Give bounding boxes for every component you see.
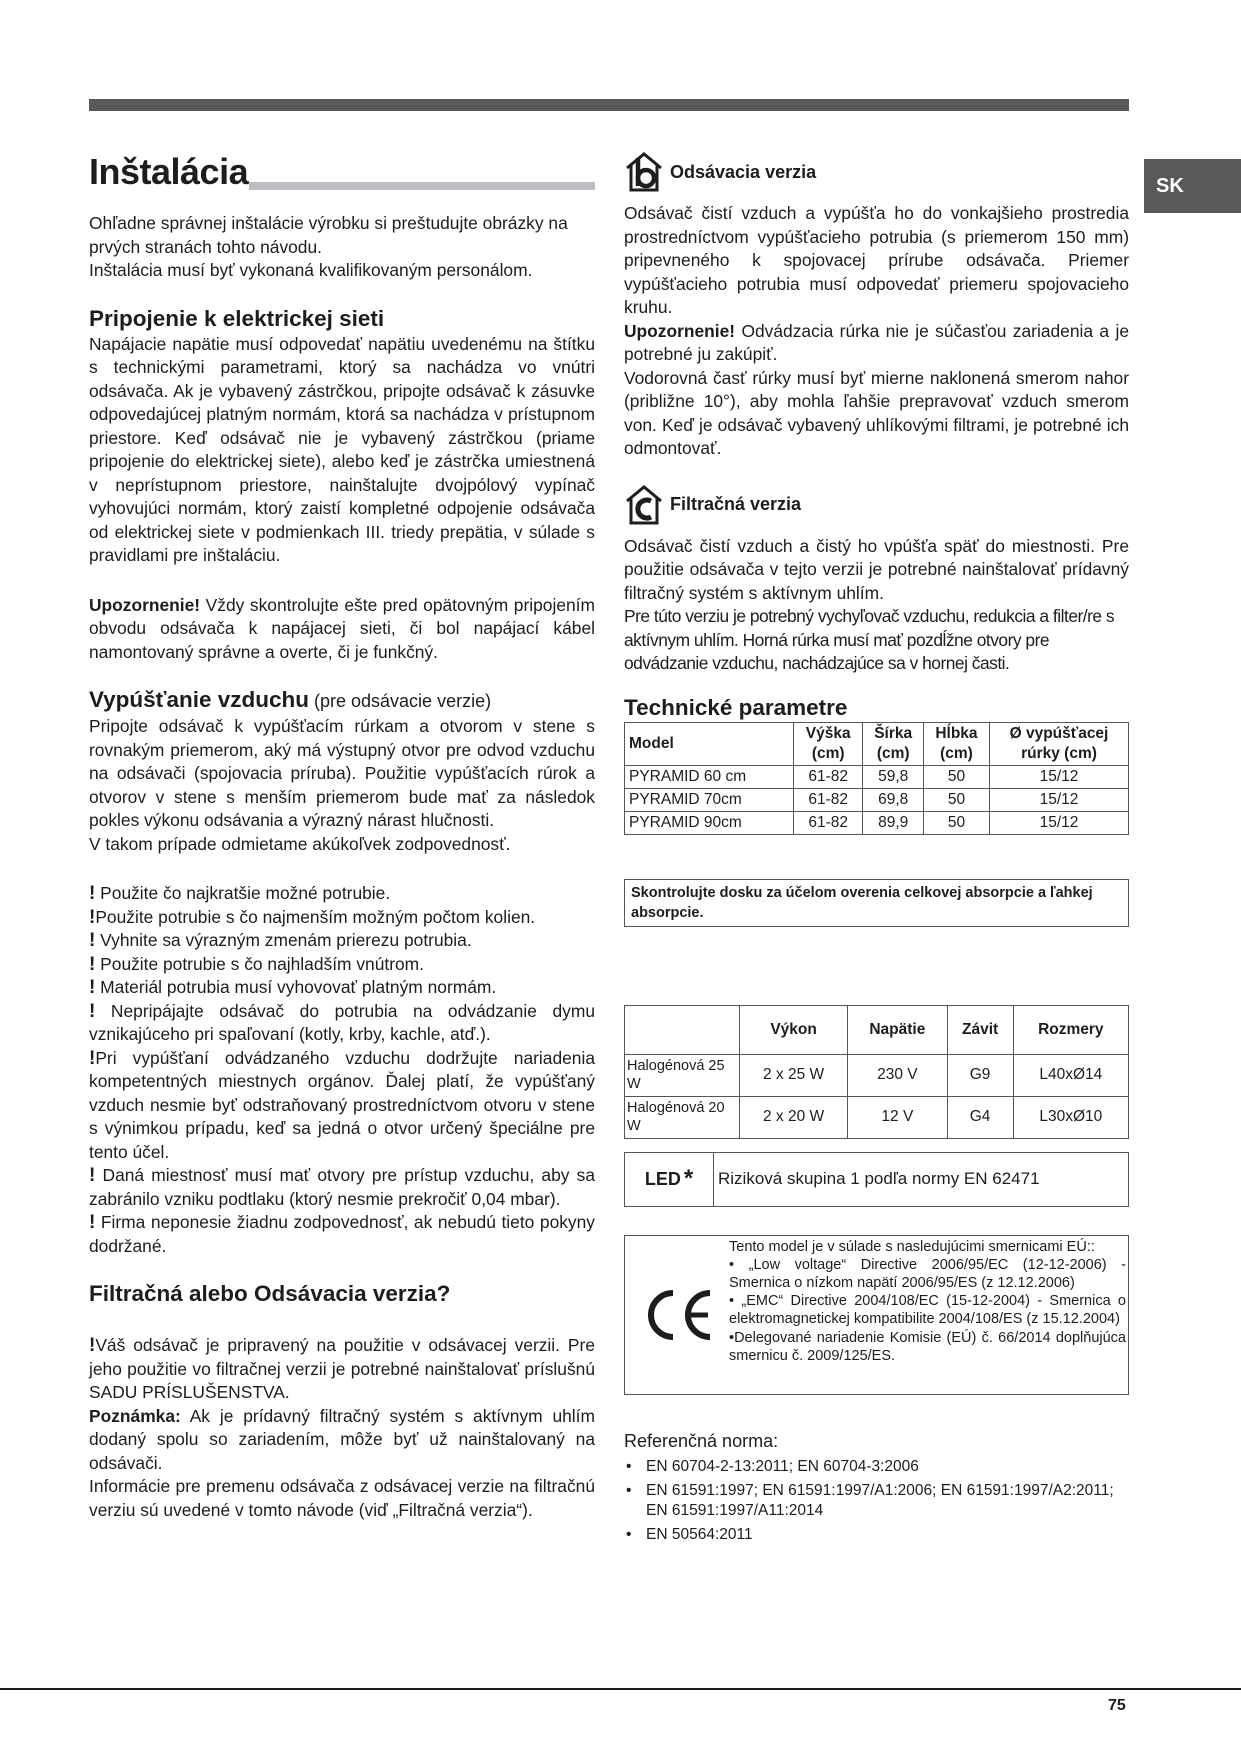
reference-list	[624, 1457, 1129, 1545]
ce-line: • „EMC“ Directive 2004/108/EC (15-12-2004) - Smernica o elektromagnetickej kompatibilite 2004/108/ES (z 15.12.2004)	[729, 1293, 1126, 1328]
bullet-text: Použite potrubie s čo najhladším vnútrom.	[100, 953, 424, 974]
page-number: 75	[1108, 1697, 1126, 1714]
page-title	[89, 150, 595, 196]
led-star: *	[683, 1165, 694, 1192]
exhaust-disclaimer: V takom prípade odmietame akúkoľvek zodpovednosť.	[89, 833, 511, 854]
header-line: Výška	[805, 724, 851, 742]
table-cell: PYRAMID 90cm	[625, 811, 794, 834]
header-line: Model	[629, 734, 674, 752]
tech-header-diameter	[989, 722, 1128, 765]
led-label: LED	[644, 1168, 681, 1189]
table-cell: 15/12	[989, 765, 1128, 788]
bullet-text: Nepripájajte odsávač do potrubia na odvádzanie dymu vznikajúceho pri spaľovaní (kotly, krby, kachle, atď.).	[89, 1000, 595, 1044]
language-tab: SK	[1144, 159, 1241, 213]
filter-version-header	[624, 483, 1129, 527]
bullet-5	[89, 976, 595, 1000]
bullet-7	[89, 1047, 595, 1165]
lamp-table	[624, 1005, 1129, 1139]
filter-house-icon	[624, 483, 664, 527]
ce-line: •Delegované nariadenie Komisie (EÚ) č. 66/2014 doplňujúca smernicu č. 2009/125/ES.	[729, 1329, 1126, 1364]
exhaust-paragraph: Pripojte odsávač k vypúšťacím rúrkam a otvorom v stene s rovnakým priemerom, aký má výstupný otvor pre odvod vzduchu na odsávači (spojovacia príruba). Použitie vypúšťacích rúrok a otvorov v stene s menším priemerom bude mať za následok pokles výkonu odsávania a výrazný nárast hlučnosti.	[89, 716, 595, 830]
table-cell: 89,9	[863, 811, 924, 834]
note-paragraph	[89, 1405, 595, 1476]
table-cell: L40xØ14	[1013, 1054, 1128, 1096]
tech-heading: Technické parametre	[624, 694, 848, 720]
electric-paragraph: Napájacie napätie musí odpovedať napätiu uvedenému na štítku s technickými parametrami, ktorý sa nachádza vo vnútri odsávača. Ak je vybavený zástrčkou, pripojte odsávač k zásuvke odpovedajúcej platným normám, ktorá sa nachádza v prístupnom priestore. Keď odsávač nie je vybavený zástrčkou (priame pripojenie do elektrickej siete), alebo keď je zástrčka umiestnená v neprístupnom priestore, nainštalujte dvojpólový vypínač vyhovujúci normám, ktorý zaistí kompletné odpojenie odsávača od elektrickej siete v podmienkach III. triedy prepätia, v súlade s pravidlami pre inštaláciu.	[89, 333, 595, 565]
electric-heading: Pripojenie k elektrickej sieti	[89, 305, 385, 331]
table-cell: 69,8	[863, 788, 924, 811]
bullet-3	[89, 929, 595, 953]
top-decorative-bar	[89, 99, 1129, 111]
table-cell: L30xØ10	[1013, 1096, 1128, 1138]
tech-table-header	[625, 722, 1129, 765]
table-cell: G4	[947, 1096, 1013, 1138]
list-item: • EN 50564:2011	[624, 1525, 1129, 1545]
lamp-header-empty	[625, 1005, 740, 1054]
bullet-text: Vyhnite sa výrazným zmenám prierezu potrubia.	[100, 930, 472, 950]
note-label: Poznámka:	[89, 1405, 181, 1426]
ce-box	[624, 1235, 1129, 1395]
bullet-text: Použite čo najkratšie možné potrubie.	[100, 883, 391, 903]
bang-icon: !	[89, 1165, 96, 1186]
header-line: Ø vypúšťacej	[1009, 724, 1109, 742]
table-cell: 15/12	[989, 788, 1128, 811]
bullet-text: Daná miestnosť musí mať otvory pre prístup vzduchu, aby sa zabránilo vzniku podtlaku (ktorý nesmie prekročiť 0,04 mbar).	[89, 1165, 595, 1209]
header-line: Hĺbka	[935, 724, 978, 742]
bang-icon: !	[89, 1047, 96, 1069]
table-cell: 61-82	[794, 788, 863, 811]
ce-line: • „Low voltage“ Directive 2006/95/EC (12-12-2006) - Smernica o nízkom napätí 2006/95/ES (z 12.12.2006)	[729, 1256, 1126, 1291]
ce-text	[729, 1236, 1128, 1394]
led-risk-text: Riziková skupina 1 podľa normy EN 62471	[718, 1169, 1040, 1188]
filter-heading: Filtračná alebo Odsávacia verzia?	[89, 1281, 451, 1306]
intro-paragraph-2: Inštalácia musí byť vykonaná kvalifikovaným personálom.	[89, 260, 533, 280]
led-box	[624, 1152, 1129, 1207]
header-line: (cm)	[876, 744, 910, 762]
exhaust-house-icon	[624, 150, 664, 194]
table-cell: 59,8	[863, 765, 924, 788]
exhaust-heading	[89, 686, 595, 715]
ce-mark-icon	[625, 1236, 729, 1394]
header-line: rúrky (cm)	[1021, 744, 1097, 762]
exhaust-version-paragraph: Odsávač čistí vzduch a vypúšťa ho do vonkajšieho prostredia prostredníctvom vypúšťacieho potrubia (s priemerom 150 mm) pripevneného k spojovacej prírube odsávača. Priemer vypúšťacieho potrubia musí odpovedať priemeru spojovacieho kruhu.	[624, 203, 1129, 317]
list-item: • EN 60704-2-13:2011; EN 60704-3:2006	[624, 1457, 1129, 1477]
table-cell: PYRAMID 70cm	[625, 788, 794, 811]
table-cell: 61-82	[794, 811, 863, 834]
header-line: Šírka	[874, 724, 913, 742]
table-cell: G9	[947, 1054, 1013, 1096]
bullet-6	[89, 1000, 595, 1047]
filter-version-paragraph: Odsávač čistí vzduch a čistý ho vpúšťa späť do miestnosti. Pre použitie odsávača v tejto verzii je potrebné nainštalovať prídavný filtračný systém s aktívnym uhlím.	[624, 535, 1129, 603]
bottom-rule	[0, 1688, 1241, 1690]
exhaust-heading-sub: (pre odsávacie verzie)	[309, 691, 492, 711]
warning-text: Vždy skontrolujte ešte pred opätovným pripojením obvodu odsávača k napájacej sieti, či bol napájací kábel namontovaný správne a overte, či je funkčný.	[89, 594, 595, 662]
table-cell: PYRAMID 60 cm	[625, 765, 794, 788]
lamp-header-thread: Závit	[947, 1005, 1013, 1054]
table-row	[625, 1096, 1129, 1138]
exhaust-slope-paragraph: Vodorovná časť rúrky musí byť mierne naklonená smerom nahor (približne 10°), aby mohla ľahšie prepravovať vzduch smerom von. Keď je odsávač vybavený uhlíkovými filtrami, je potrebné ich odmontovať.	[624, 367, 1129, 458]
filter-version-title: Filtračná verzia	[670, 494, 802, 514]
table-cell: 50	[923, 765, 989, 788]
exhaust-version-title: Odsávacia verzia	[670, 161, 817, 182]
table-cell: 12 V	[848, 1096, 947, 1138]
ce-line: Tento model je v súlade s nasledujúcimi smernicami EÚ::	[729, 1238, 1095, 1255]
left-column	[89, 150, 595, 1522]
filter-text: Váš odsávač je pripravený na použitie v odsávacej verzii. Pre jeho použitie vo filtračnej verzii je potrebné nainštalovať príslušnú SADU PRÍSLUŠENSTVA.	[89, 1335, 595, 1402]
list-item: • EN 61591:1997; EN 61591:1997/A1:2006; EN 61591:1997/A2:2011; EN 61591:1997/A11:2014	[624, 1481, 1129, 1521]
bullet-9	[89, 1211, 595, 1258]
bang-icon: !	[89, 1335, 96, 1356]
lamp-table-header	[625, 1005, 1129, 1054]
exhaust-version-header	[624, 150, 1129, 194]
warning-paragraph	[89, 594, 595, 665]
lamp-header-dimensions: Rozmery	[1013, 1005, 1128, 1054]
bang-icon: !	[89, 1000, 96, 1022]
table-cell: 50	[923, 811, 989, 834]
table-cell: 2 x 25 W	[740, 1054, 848, 1096]
table-row	[625, 811, 1129, 834]
tech-header-depth	[923, 722, 989, 765]
bullet-4	[89, 953, 595, 977]
table-cell: Halogénová 25 W	[625, 1054, 740, 1096]
bullet-1	[89, 882, 595, 906]
table-row	[625, 765, 1129, 788]
bang-icon: !	[89, 883, 96, 904]
table-row	[625, 1054, 1129, 1096]
tech-header-width	[863, 722, 924, 765]
bang-icon: !	[89, 1212, 96, 1233]
tech-header-height	[794, 722, 863, 765]
change-paragraph: Informácie pre premenu odsávača z odsávacej verzie na filtračnú verziu sú uvedené v tomto návode (viď „Filtračná verzia“).	[89, 1476, 595, 1520]
bang-icon: !	[89, 953, 96, 975]
note-text: Ak je prídavný filtračný systém s aktívnym uhlím dodaný spolu so zariadením, môže byť už nainštalovaný na odsávači.	[89, 1405, 595, 1473]
table-cell: Halogénová 20 W	[625, 1096, 740, 1138]
lamp-header-power: Výkon	[740, 1005, 848, 1054]
absorption-note: Skontrolujte dosku za účelom overenia celkovej absorpcie a ľahkej absorpcie.	[624, 879, 1129, 927]
exhaust-warning-paragraph	[624, 320, 1129, 367]
bullet-2	[89, 906, 595, 930]
bullet-text: Použite potrubie s čo najmenším možným počtom kolien.	[95, 906, 536, 927]
title-underline	[249, 182, 595, 190]
reference-title: Referenčná norma:	[624, 1430, 779, 1451]
intro-paragraph-1: Ohľadne správnej inštalácie výrobku si preštudujte obrázky na prvých stranách tohto návodu.	[89, 213, 568, 257]
header-line: (cm)	[940, 744, 973, 762]
lamp-header-voltage: Napätie	[848, 1005, 947, 1054]
exhaust-warning-label: Upozornenie!	[624, 320, 736, 341]
header-line: (cm)	[811, 744, 845, 762]
bullet-text: Firma neponesie žiadnu zodpovednosť, ak nebudú tieto pokyny dodržané.	[89, 1212, 595, 1256]
exhaust-heading-text: Vypúšťanie vzduchu	[89, 687, 309, 712]
warning-label: Upozornenie!	[89, 594, 201, 615]
ce-logo-icon	[640, 1287, 714, 1343]
tech-table	[624, 722, 1129, 835]
filter-paragraph	[89, 1334, 595, 1405]
tech-header-model	[625, 722, 794, 765]
bullet-8	[89, 1164, 595, 1211]
table-cell: 2 x 20 W	[740, 1096, 848, 1138]
bullet-text: Materiál potrubia musí vyhovovať platným normám.	[100, 977, 497, 997]
bang-icon: !	[89, 906, 96, 928]
bang-icon: !	[89, 977, 96, 998]
table-cell: 50	[923, 788, 989, 811]
table-row	[625, 788, 1129, 811]
table-cell: 61-82	[794, 765, 863, 788]
exhaust-warning-text: Odvádzacia rúrka nie je súčasťou zariadenia a je potrebné ju zakúpiť.	[624, 320, 1129, 364]
right-column	[624, 150, 1129, 1549]
bang-icon: !	[89, 930, 96, 951]
table-cell: 230 V	[848, 1054, 947, 1096]
page-title-text: Inštalácia	[89, 151, 249, 192]
bullet-text: Pri vypúšťaní odvádzaného vzduchu dodržujte nariadenia kompetentných miestnych orgánov. Ďalej platí, že vypúšťaný vzduch nesmie byť odstraňovaný prostredníctvom otvoru v stene s výnimkou prípadu, keď sa jedná o otvor určený špeciálne pre tento účel.	[89, 1047, 595, 1162]
led-label-cell	[625, 1153, 714, 1206]
table-cell: 15/12	[989, 811, 1128, 834]
filter-version-paragraph-2: Pre túto verziu je potrebný vychyľovač vzduchu, redukcia a filter/re s aktívnym uhlím. Horná rúrka musí mať pozdĺžne otvory pre odvádzanie vzduchu, nachádzajúce sa v hornej časti.	[624, 606, 1115, 673]
